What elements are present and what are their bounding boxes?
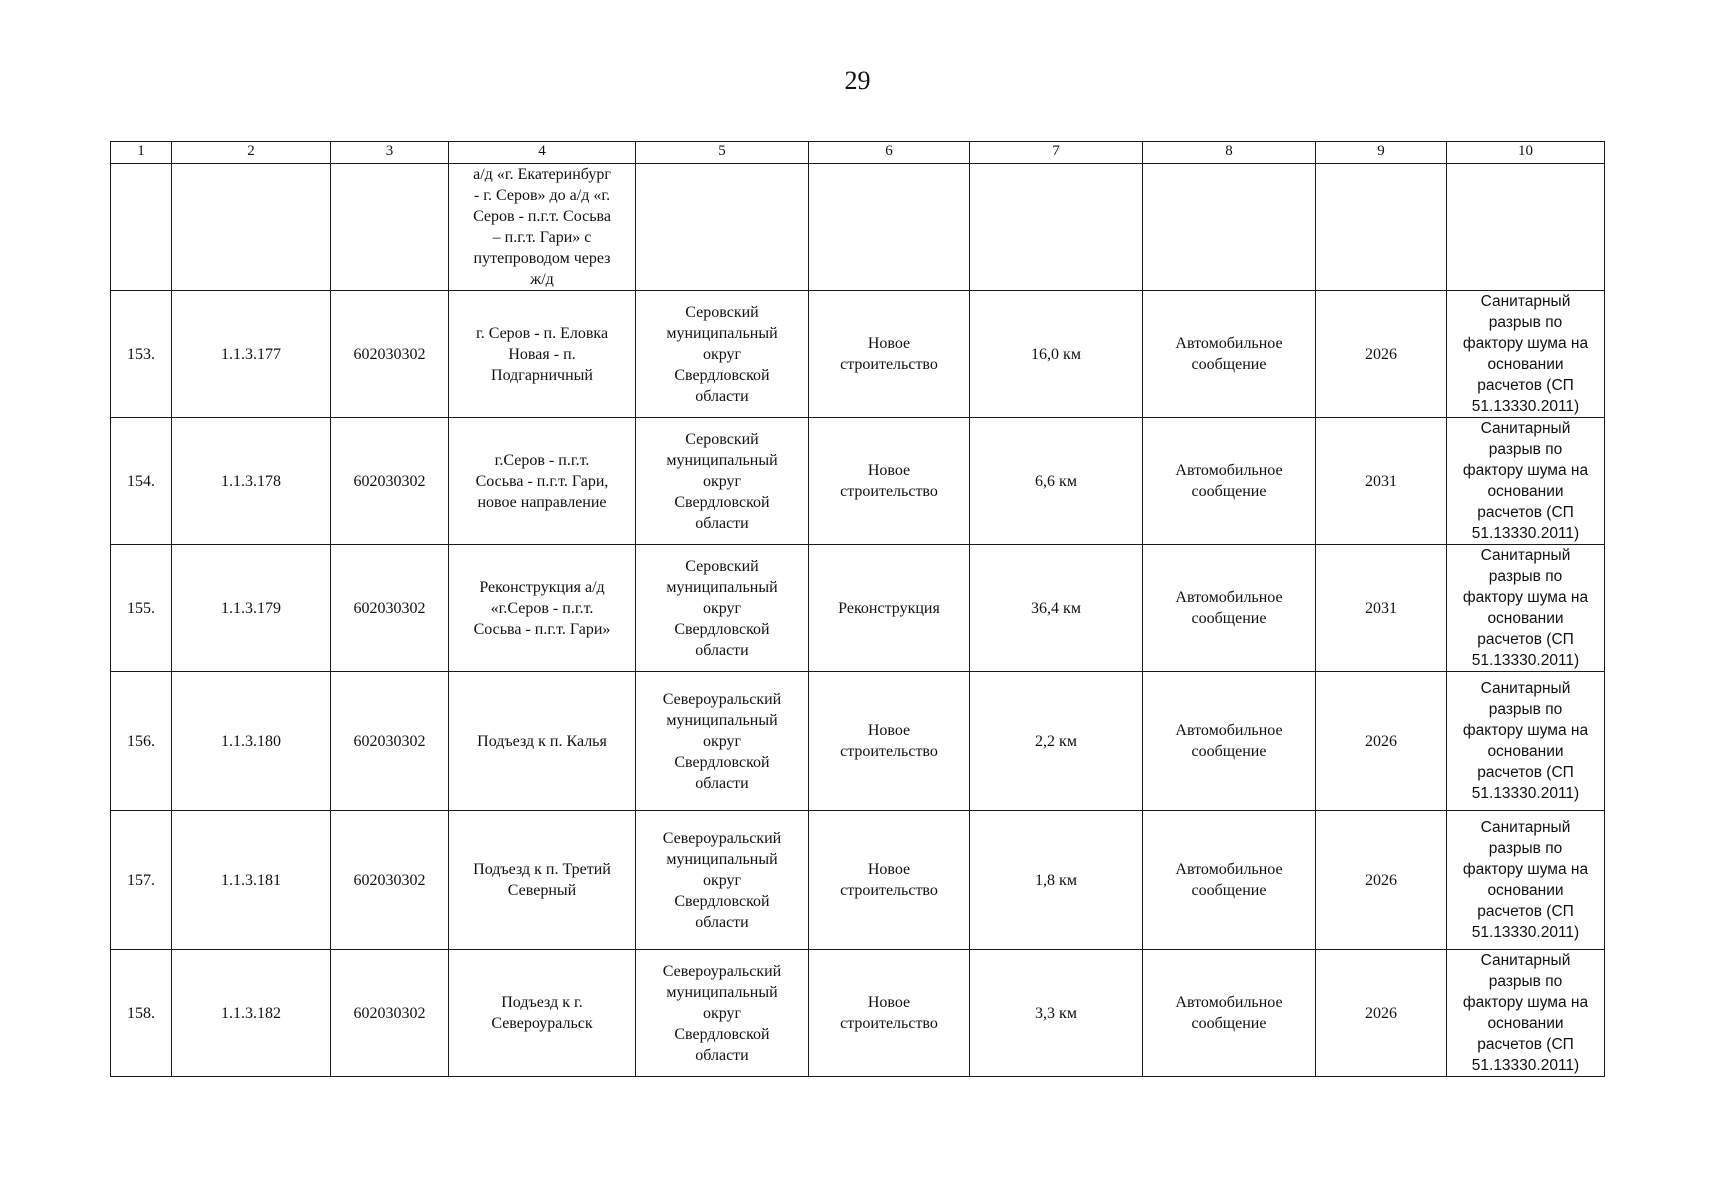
district: Серовский муниципальный округ Свердловской области	[666, 303, 778, 405]
object-name: г.Серов - п.г.т. Сосьва - п.г.т. Гари, новое направление	[475, 451, 609, 511]
object-name-cell	[449, 164, 636, 291]
table-row	[111, 545, 1605, 672]
row-number: 153.	[111, 291, 172, 418]
empty-cell	[331, 164, 449, 291]
length: 16,0 км	[970, 291, 1143, 418]
work-type-cell	[809, 545, 970, 672]
row-number: 155.	[111, 545, 172, 672]
zone-note-cell	[1447, 291, 1605, 418]
zone-note-cell	[1447, 418, 1605, 545]
column-number: 7	[970, 142, 1143, 164]
object-name-cell	[449, 950, 636, 1077]
table-row	[111, 418, 1605, 545]
okato-code: 602030302	[331, 811, 449, 950]
row-number: 157.	[111, 811, 172, 950]
column-number: 1	[111, 142, 172, 164]
column-number: 5	[636, 142, 809, 164]
okato-code: 602030302	[331, 950, 449, 1077]
length: 6,6 км	[970, 418, 1143, 545]
okato-code: 602030302	[331, 672, 449, 811]
column-number: 9	[1316, 142, 1447, 164]
work-type-cell	[809, 291, 970, 418]
district-cell	[636, 950, 809, 1077]
empty-cell	[172, 164, 331, 291]
row-number: 154.	[111, 418, 172, 545]
length: 3,3 км	[970, 950, 1143, 1077]
column-number-row	[111, 142, 1605, 164]
object-name-cell	[449, 545, 636, 672]
empty-cell	[1316, 164, 1447, 291]
object-code: 1.1.3.177	[172, 291, 331, 418]
zone-note: Санитарный разрыв по фактору шума на основании расчетов (СП 51.13330.2011)	[1462, 819, 1589, 941]
object-name: Подъезд к п. Калья	[477, 732, 607, 750]
table-row	[111, 672, 1605, 811]
purpose-cell	[1143, 418, 1316, 545]
work-type: Новое строительство	[840, 994, 938, 1032]
district-cell	[636, 811, 809, 950]
zone-note: Санитарный разрыв по фактору шума на основании расчетов (СП 51.13330.2011)	[1462, 293, 1589, 415]
district-cell	[636, 291, 809, 418]
district-cell	[636, 545, 809, 672]
year: 2031	[1316, 418, 1447, 545]
okato-code: 602030302	[331, 545, 449, 672]
object-code: 1.1.3.180	[172, 672, 331, 811]
empty-cell	[111, 164, 172, 291]
column-number: 8	[1143, 142, 1316, 164]
table-row	[111, 950, 1605, 1077]
purpose: Автомобильное сообщение	[1175, 589, 1283, 627]
purpose: Автомобильное сообщение	[1175, 335, 1283, 373]
district: Североуральский муниципальный округ Свердловской области	[662, 962, 782, 1064]
year: 2026	[1316, 811, 1447, 950]
zone-note: Санитарный разрыв по фактору шума на основании расчетов (СП 51.13330.2011)	[1462, 420, 1589, 542]
work-type-cell	[809, 672, 970, 811]
okato-code: 602030302	[331, 291, 449, 418]
row-number: 156.	[111, 672, 172, 811]
page-number: 29	[844, 66, 871, 95]
object-code: 1.1.3.181	[172, 811, 331, 950]
object-name-cell	[449, 672, 636, 811]
object-name: Подъезд к г. Североуральск	[491, 994, 593, 1032]
zone-note-cell	[1447, 811, 1605, 950]
object-code: 1.1.3.178	[172, 418, 331, 545]
work-type: Новое строительство	[840, 722, 938, 760]
object-name: Подъезд к п. Третий Северный	[473, 861, 611, 899]
district: Североуральский муниципальный округ Свердловской области	[662, 690, 782, 792]
empty-cell	[1447, 164, 1605, 291]
column-number: 4	[449, 142, 636, 164]
district-cell	[636, 418, 809, 545]
table-row	[111, 291, 1605, 418]
zone-note-cell	[1447, 672, 1605, 811]
column-number: 6	[809, 142, 970, 164]
length: 1,8 км	[970, 811, 1143, 950]
purpose-cell	[1143, 672, 1316, 811]
zone-note: Санитарный разрыв по фактору шума на основании расчетов (СП 51.13330.2011)	[1462, 680, 1589, 802]
object-name: а/д «г. Екатеринбург - г. Серов» до а/д «г. Серов - п.г.т. Сосьва – п.г.т. Гари» с путепроводом через ж/д	[473, 166, 611, 288]
length: 2,2 км	[970, 672, 1143, 811]
table-row	[111, 811, 1605, 950]
purpose-cell	[1143, 811, 1316, 950]
object-name-cell	[449, 291, 636, 418]
work-type: Новое строительство	[840, 861, 938, 899]
purpose-cell	[1143, 291, 1316, 418]
row-number: 158.	[111, 950, 172, 1077]
object-name-cell	[449, 418, 636, 545]
purpose: Автомобильное сообщение	[1175, 722, 1283, 760]
work-type-cell	[809, 950, 970, 1077]
empty-cell	[636, 164, 809, 291]
work-type: Новое строительство	[840, 462, 938, 500]
district: Серовский муниципальный округ Свердловской области	[666, 430, 778, 532]
work-type-cell	[809, 811, 970, 950]
work-type-cell	[809, 418, 970, 545]
column-number: 3	[331, 142, 449, 164]
district: Североуральский муниципальный округ Свердловской области	[662, 829, 782, 931]
road-objects-table	[110, 141, 1605, 1077]
okato-code: 602030302	[331, 418, 449, 545]
column-number: 10	[1447, 142, 1605, 164]
empty-cell	[1143, 164, 1316, 291]
empty-cell	[970, 164, 1143, 291]
year: 2026	[1316, 291, 1447, 418]
object-name: г. Серов - п. Еловка Новая - п. Подгарничный	[475, 324, 609, 384]
purpose-cell	[1143, 950, 1316, 1077]
zone-note-cell	[1447, 545, 1605, 672]
purpose: Автомобильное сообщение	[1175, 462, 1283, 500]
continuation-row	[111, 164, 1605, 291]
column-number: 2	[172, 142, 331, 164]
object-code: 1.1.3.182	[172, 950, 331, 1077]
purpose-cell	[1143, 545, 1316, 672]
district-cell	[636, 672, 809, 811]
empty-cell	[809, 164, 970, 291]
object-name: Реконструкция а/д «г.Серов - п.г.т. Сосьва - п.г.т. Гари»	[473, 578, 611, 638]
district: Серовский муниципальный округ Свердловской области	[666, 557, 778, 659]
year: 2026	[1316, 950, 1447, 1077]
object-code: 1.1.3.179	[172, 545, 331, 672]
purpose: Автомобильное сообщение	[1175, 861, 1283, 899]
length: 36,4 км	[970, 545, 1143, 672]
work-type: Новое строительство	[840, 335, 938, 373]
year: 2026	[1316, 672, 1447, 811]
zone-note: Санитарный разрыв по фактору шума на основании расчетов (СП 51.13330.2011)	[1462, 547, 1589, 669]
zone-note: Санитарный разрыв по фактору шума на основании расчетов (СП 51.13330.2011)	[1462, 952, 1589, 1074]
zone-note-cell	[1447, 950, 1605, 1077]
work-type: Реконструкция	[838, 599, 940, 617]
year: 2031	[1316, 545, 1447, 672]
object-name-cell	[449, 811, 636, 950]
purpose: Автомобильное сообщение	[1175, 994, 1283, 1032]
